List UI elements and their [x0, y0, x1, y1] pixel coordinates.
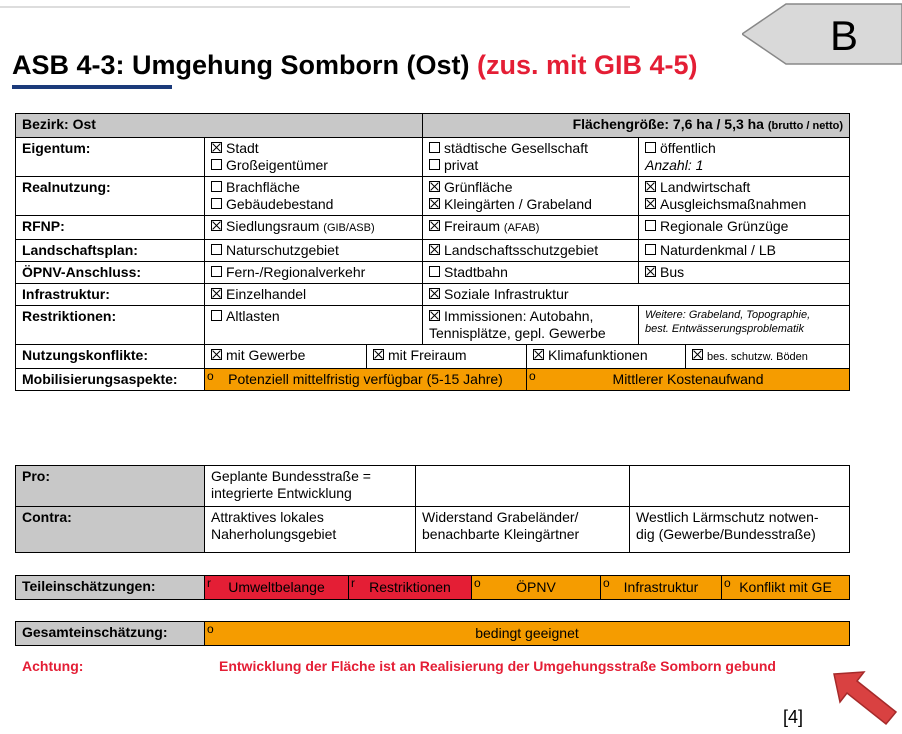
bezirk-label: Bezirk: Ost — [16, 114, 423, 138]
pro-text-cont: integrierte Entwicklung — [211, 485, 352, 501]
checkbox-empty-icon — [645, 244, 656, 255]
checkbox-empty-icon — [429, 159, 440, 170]
checkbox-empty-icon — [211, 310, 222, 321]
rating-text: Restriktionen — [369, 579, 451, 595]
option-label: Bus — [660, 264, 685, 280]
infra-label: Infrastruktur: — [16, 284, 205, 306]
rating-mark: o — [474, 576, 481, 590]
checkbox-checked-icon — [429, 244, 440, 255]
oepnv-col1 — [205, 262, 423, 284]
weitere-note-cont: best. Entwässerungsproblematik — [645, 323, 804, 335]
arrow-up-left-icon — [830, 668, 900, 730]
option-label: Großeigentümer — [226, 157, 328, 173]
gesamt-rating — [205, 622, 850, 646]
rating-mark: o — [724, 576, 731, 590]
mobil-row — [16, 369, 850, 391]
option-label: Kleingärten / Grabeland — [444, 196, 592, 212]
checkbox-checked-icon — [429, 220, 440, 231]
checkbox-checked-icon — [211, 142, 222, 153]
rating-text: ÖPNV — [516, 579, 556, 595]
achtung-text: Entwicklung der Fläche ist an Realisierung der Umgehungsstraße Somborn gebund — [219, 658, 776, 674]
flaeche-unit: (brutto / netto) — [767, 120, 844, 132]
weitere-note: Weitere: Grabeland, Topographie, — [645, 309, 811, 321]
rating-text: Mittlerer Kostenaufwand — [612, 371, 764, 387]
rating-mark: o — [529, 369, 536, 383]
checkbox-item — [429, 179, 632, 196]
option-label: Klimafunktionen — [548, 347, 648, 363]
option-label: bes. schutzw. Böden — [707, 351, 808, 363]
contra-text: Attraktives lokales — [211, 509, 324, 525]
contra-label: Contra: — [16, 507, 205, 553]
oepnv-col2 — [423, 262, 639, 284]
flaeche-cell — [423, 114, 850, 138]
pro-label: Pro: — [16, 466, 205, 507]
teil-umwelt — [205, 576, 349, 600]
checkbox-empty-icon — [645, 142, 656, 153]
mobil-cost — [527, 369, 850, 391]
checkbox-empty-icon — [429, 142, 440, 153]
option-label: Siedlungsraum — [226, 218, 320, 234]
konflikt-col4 — [686, 345, 850, 369]
eigentum-col1 — [205, 138, 423, 177]
mobil-label: Mobilisierungsaspekte: — [16, 369, 205, 391]
property-table — [15, 113, 850, 391]
pro-row — [16, 466, 850, 507]
teil-infrastruktur — [601, 576, 722, 600]
option-label: Landwirtschaft — [660, 179, 751, 195]
checkbox-item — [645, 179, 843, 196]
gesamt-table — [15, 621, 850, 646]
infra-col2 — [423, 284, 850, 306]
realnutzung-label: Realnutzung: — [16, 177, 205, 216]
option-label-cont: Tennisplätze, gepl. Gewerbe — [429, 325, 606, 341]
option-sublabel: (AFAB) — [503, 222, 540, 234]
eigentum-row — [16, 138, 850, 177]
rating-text: bedingt geeignet — [475, 625, 579, 641]
rfnp-col3 — [639, 216, 850, 240]
rating-mark: r — [207, 576, 211, 590]
option-label: Brachfläche — [226, 179, 300, 195]
rfnp-col1 — [205, 216, 423, 240]
checkbox-empty-icon — [429, 266, 440, 277]
anzahl-text: Anzahl: 1 — [645, 157, 704, 173]
checkbox-item — [429, 196, 632, 213]
checkbox-item — [211, 179, 416, 196]
option-label: Soziale Infrastruktur — [444, 286, 569, 302]
teil-row — [16, 576, 850, 600]
checkbox-item — [211, 196, 416, 213]
checkbox-checked-icon — [211, 349, 222, 360]
checkbox-empty-icon — [211, 244, 222, 255]
option-label: Fern-/Regionalverkehr — [226, 264, 366, 280]
option-label: Regionale Grünzüge — [660, 218, 789, 234]
title-main: ASB 4-3: Umgehung Somborn (Ost) — [12, 50, 470, 80]
section-tab-letter: B — [830, 12, 859, 59]
teil-label: Teileinschätzungen: — [16, 576, 205, 600]
contra-text: Westlich Lärmschutz notwen- — [636, 509, 819, 525]
landschaft-row — [16, 240, 850, 262]
realnutzung-row — [16, 177, 850, 216]
landschaft-col2 — [423, 240, 639, 262]
contra-text-cont: Naherholungsgebiet — [211, 526, 337, 542]
checkbox-checked-icon — [429, 310, 440, 321]
checkbox-item — [645, 196, 843, 213]
restr-col3 — [639, 306, 850, 345]
infra-row — [16, 284, 850, 306]
option-label: städtische Gesellschaft — [444, 140, 588, 156]
rfnp-row — [16, 216, 850, 240]
rating-mark: o — [603, 576, 610, 590]
konflikt-col2 — [367, 345, 527, 369]
option-label: Freiraum — [444, 218, 501, 234]
checkbox-item — [429, 140, 632, 157]
header-row — [16, 114, 850, 138]
contra-row — [16, 507, 850, 553]
option-label: Immissionen: Autobahn, — [444, 308, 594, 324]
option-label: privat — [444, 157, 479, 173]
konflikt-col1 — [205, 345, 367, 369]
realnutzung-col1 — [205, 177, 423, 216]
section-tab-b — [742, 2, 902, 66]
restr-row — [16, 306, 850, 345]
checkbox-empty-icon — [211, 181, 222, 192]
option-label: mit Gewerbe — [226, 347, 306, 363]
pro-cell-3 — [630, 466, 850, 507]
checkbox-checked-icon — [429, 288, 440, 299]
oepnv-label: ÖPNV-Anschluss: — [16, 262, 205, 284]
option-label: Altlasten — [226, 308, 280, 324]
contra-cell-1 — [205, 507, 416, 553]
checkbox-checked-icon — [211, 288, 222, 299]
option-sublabel: (GIB/ASB) — [323, 222, 375, 234]
checkbox-empty-icon — [211, 266, 222, 277]
option-label: öffentlich — [660, 140, 716, 156]
contra-cell-2 — [416, 507, 630, 553]
landschaft-label: Landschaftsplan: — [16, 240, 205, 262]
checkbox-item — [429, 308, 632, 325]
pro-text: Geplante Bundesstraße = — [211, 468, 371, 484]
checkbox-item — [645, 140, 843, 157]
pro-cell-2 — [416, 466, 630, 507]
eigentum-col3 — [639, 138, 850, 177]
konflikt-label: Nutzungskonflikte: — [16, 345, 205, 369]
oepnv-row — [16, 262, 850, 284]
checkbox-checked-icon — [692, 349, 703, 360]
mobil-availability — [205, 369, 527, 391]
rfnp-label: RFNP: — [16, 216, 205, 240]
rating-mark: r — [351, 576, 355, 590]
top-divider-line — [0, 6, 630, 8]
option-label: Einzelhandel — [226, 286, 307, 302]
realnutzung-col2 — [423, 177, 639, 216]
contra-text: Widerstand Grabeländer/ — [422, 509, 579, 525]
gesamt-label: Gesamteinschätzung: — [16, 622, 205, 646]
checkbox-item — [429, 157, 632, 174]
flaeche-value: Flächengröße: 7,6 ha / 5,3 ha — [572, 116, 764, 132]
infra-col1 — [205, 284, 423, 306]
checkbox-checked-icon — [645, 198, 656, 209]
contra-text-cont: benachbarte Kleingärtner — [422, 526, 580, 542]
option-label: Landschaftsschutzgebiet — [444, 242, 599, 258]
konflikt-col3 — [527, 345, 686, 369]
option-label: Naturdenkmal / LB — [660, 242, 776, 258]
eigentum-label: Eigentum: — [16, 138, 205, 177]
option-label: Ausgleichsmaßnahmen — [660, 196, 807, 212]
title-underline — [12, 85, 172, 89]
teil-konflikt — [722, 576, 850, 600]
page-title — [12, 50, 698, 81]
rating-text: Potenziell mittelfristig verfügbar (5-15 Jahre) — [228, 371, 503, 387]
konflikt-row — [16, 345, 850, 369]
option-label: Stadt — [226, 140, 259, 156]
checkbox-checked-icon — [429, 181, 440, 192]
realnutzung-col3 — [639, 177, 850, 216]
pro-contra-table — [15, 465, 850, 553]
checkbox-checked-icon — [645, 266, 656, 277]
rating-mark: o — [207, 369, 214, 383]
option-label: Gebäudebestand — [226, 196, 334, 212]
checkbox-checked-icon — [533, 349, 544, 360]
contra-text-cont: dig (Gewerbe/Bundesstraße) — [636, 526, 816, 542]
landschaft-col1 — [205, 240, 423, 262]
checkbox-checked-icon — [645, 181, 656, 192]
achtung-label: Achtung: — [22, 658, 84, 674]
option-label: Stadtbahn — [444, 264, 508, 280]
teil-table — [15, 575, 850, 600]
gesamt-row — [16, 622, 850, 646]
rfnp-col2 — [423, 216, 639, 240]
checkbox-checked-icon — [429, 198, 440, 209]
option-label: mit Freiraum — [388, 347, 467, 363]
reference-number: [4] — [783, 707, 804, 727]
option-label: Naturschutzgebiet — [226, 242, 339, 258]
rating-text: Konflikt mit GE — [739, 579, 832, 595]
checkbox-empty-icon — [211, 198, 222, 209]
checkbox-empty-icon — [211, 159, 222, 170]
rating-mark: o — [207, 622, 214, 636]
eigentum-col2 — [423, 138, 639, 177]
teil-oepnv — [472, 576, 601, 600]
title-red: (zus. mit GIB 4-5) — [477, 50, 698, 80]
teil-restriktionen — [349, 576, 472, 600]
pro-cell-1 — [205, 466, 416, 507]
rating-text: Umweltbelange — [228, 579, 325, 595]
checkbox-checked-icon — [211, 220, 222, 231]
checkbox-item — [211, 157, 416, 174]
oepnv-col3 — [639, 262, 850, 284]
rating-text: Infrastruktur — [623, 579, 699, 595]
restr-col2 — [423, 306, 639, 345]
restr-col1 — [205, 306, 423, 345]
checkbox-checked-icon — [373, 349, 384, 360]
checkbox-empty-icon — [645, 220, 656, 231]
landschaft-col3 — [639, 240, 850, 262]
restr-label: Restriktionen: — [16, 306, 205, 345]
checkbox-item — [211, 140, 416, 157]
contra-cell-3 — [630, 507, 850, 553]
option-label: Grünfläche — [444, 179, 513, 195]
